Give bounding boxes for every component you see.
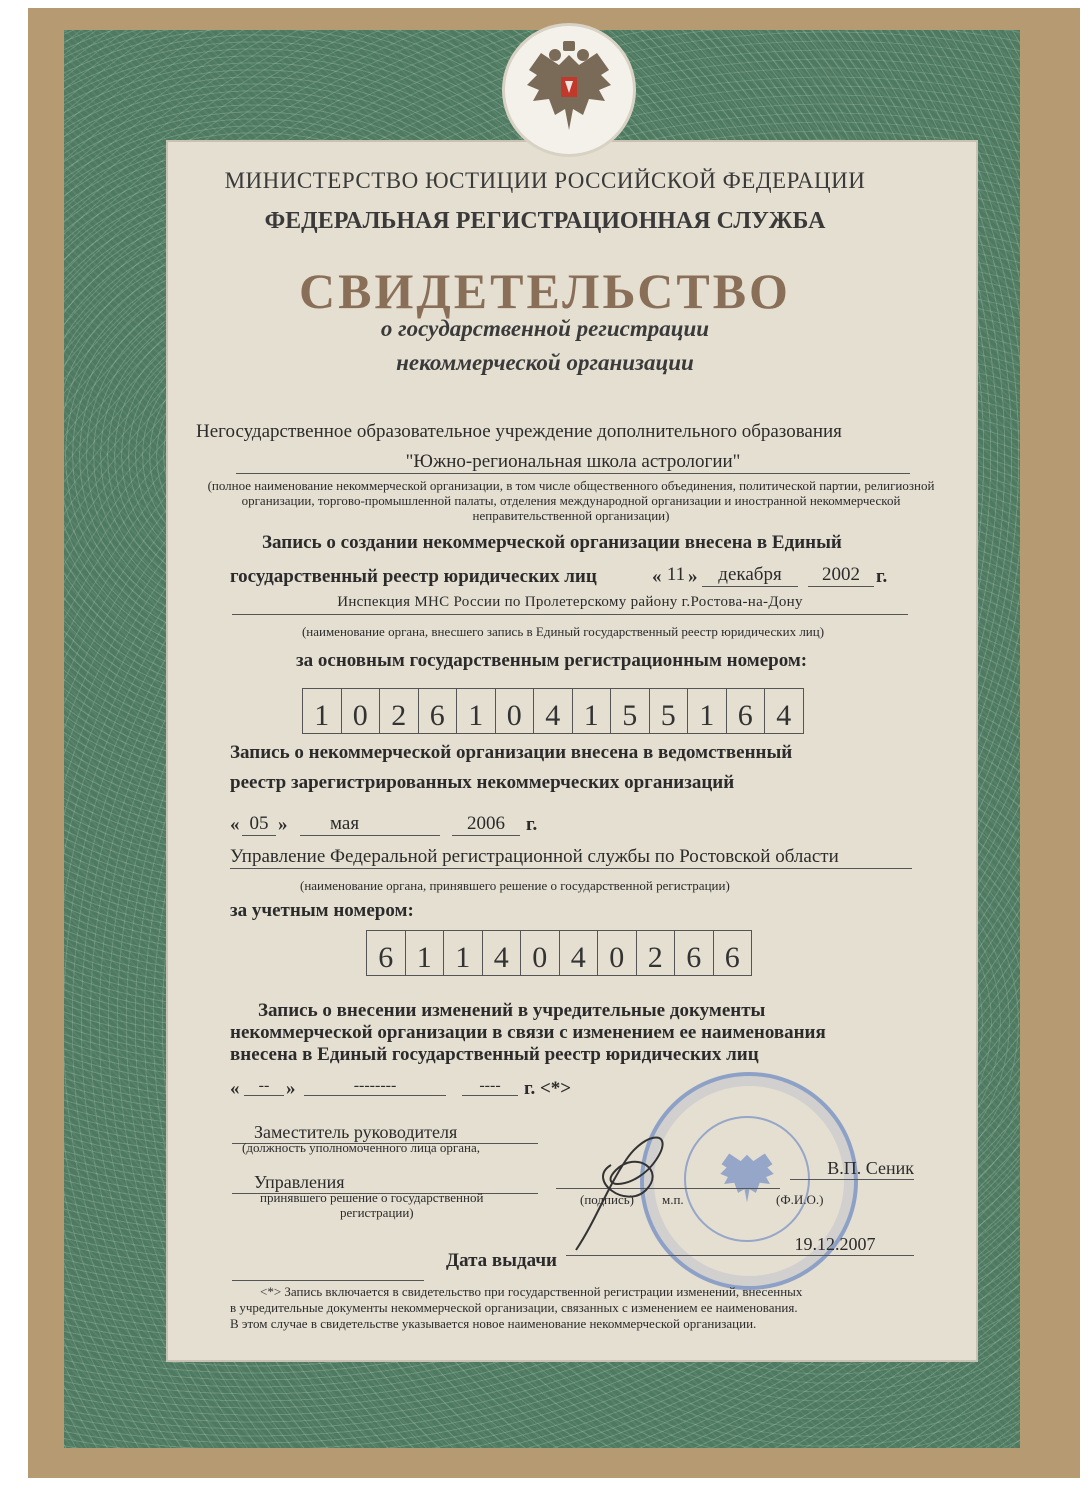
double-headed-eagle-icon	[519, 35, 619, 145]
registry-month: мая	[300, 813, 440, 836]
changes-record-text-line2: некоммерческой организации в связи с изменением ее наименования	[230, 1022, 826, 1043]
ogrn-number	[302, 688, 804, 734]
certificate-subtitle-line2: некоммерческой организации	[396, 350, 694, 375]
registry-quote-open: «	[230, 814, 240, 835]
footnote-line2: в учредительные документы некоммерческой организации, связанных с изменением ее наименования.	[230, 1300, 798, 1315]
registry-quote-close: »	[278, 814, 288, 835]
egrul-authority-note: (наименование органа, внесшего запись в Единый государственный реестр юридических лиц)	[301, 624, 825, 639]
organization-name-note: (полное наименование некоммерческой организации, в том числе общественного объединения, политической партии, религиозной организации, торгово-промышленной палаты, отделения международной организации и иностранной некоммерческой неправительственной организации)	[207, 478, 935, 523]
footnote-line3: В этом случае в свидетельстве указывается новое наименование некоммерческой организации.	[230, 1316, 757, 1331]
changes-quote-close: »	[286, 1078, 296, 1099]
changes-year-suffix: г. <*>	[524, 1078, 572, 1099]
egrul-year: 2002	[808, 564, 874, 587]
egrul-authority: Инспекция МНС России по Пролетерскому району г.Ростова-на-Дону	[232, 594, 908, 615]
account-digit: 0	[521, 930, 560, 976]
account-digit: 6	[714, 930, 753, 976]
signatory-name-note: (Ф.И.О.)	[776, 1192, 824, 1207]
ministry-heading: МИНИСТЕРСТВО ЮСТИЦИИ РОССИЙСКОЙ ФЕДЕРАЦИИ	[224, 168, 866, 193]
registry-year: 2006	[452, 813, 520, 836]
organization-name-line1: Негосударственное образовательное учреждение дополнительного образования	[196, 421, 842, 442]
account-digit: 0	[598, 930, 637, 976]
department-note-line1: принявшего решение о государственной	[260, 1190, 484, 1205]
signatory-department: Управления	[232, 1172, 538, 1194]
registry-year-suffix: г.	[526, 814, 538, 835]
egrul-record-text-line1: Запись о создании некоммерческой организации внесена в Единый	[262, 532, 842, 553]
seal-eagle-icon	[714, 1142, 780, 1212]
account-number-label: за учетным номером:	[230, 900, 414, 921]
ogrn-digit: 1	[688, 688, 727, 734]
egrul-quote-close: »	[688, 566, 698, 587]
egrul-month: декабря	[702, 564, 798, 587]
ogrn-label: за основным государственным регистрационным номером:	[296, 650, 808, 671]
changes-day: --	[244, 1077, 284, 1096]
ogrn-digit: 0	[342, 688, 381, 734]
registry-authority: Управление Федеральной регистрационной службы по Ростовской области	[230, 846, 912, 869]
registry-record-text-line2: реестр зарегистрированных некоммерческих организаций	[230, 772, 735, 793]
seal-place-note: м.п.	[662, 1192, 684, 1207]
ogrn-digit: 4	[534, 688, 573, 734]
ogrn-digit: 1	[302, 688, 342, 734]
ogrn-digit: 5	[650, 688, 689, 734]
account-digit: 6	[675, 930, 714, 976]
changes-record-text-line1: Запись о внесении изменений в учредительные документы	[258, 1000, 766, 1021]
changes-month: --------	[304, 1077, 446, 1096]
egrul-day: 11	[666, 564, 686, 585]
footnote-separator	[232, 1280, 424, 1281]
signatory-position: Заместитель руководителя	[232, 1122, 538, 1144]
account-number	[366, 930, 752, 976]
account-digit: 4	[483, 930, 522, 976]
ogrn-digit: 2	[380, 688, 419, 734]
issue-date-label: Дата выдачи	[446, 1250, 558, 1271]
organization-name-line2: "Южно-региональная школа астрологии"	[236, 451, 910, 474]
footnote-line1: <*> Запись включается в свидетельство при государственной регистрации изменений, внесенных	[260, 1284, 803, 1299]
coat-of-arms-emblem	[505, 26, 633, 154]
ogrn-digit: 6	[727, 688, 766, 734]
changes-quote-open: «	[230, 1078, 240, 1099]
ogrn-digit: 5	[611, 688, 650, 734]
signatory-position-note: (должность уполномоченного лица органа,	[242, 1140, 481, 1155]
changes-record-text-line3: внесена в Единый государственный реестр юридических лиц	[230, 1044, 759, 1065]
account-digit: 1	[444, 930, 483, 976]
certificate-subtitle-line1: о государственной регистрации	[380, 316, 710, 341]
registry-day: 05	[242, 813, 276, 836]
account-digit: 6	[366, 930, 406, 976]
ogrn-digit: 6	[419, 688, 458, 734]
signature-note: (подпись)	[580, 1192, 634, 1207]
ogrn-digit: 4	[765, 688, 804, 734]
registry-record-text-line1: Запись о некоммерческой организации внесена в ведомственный	[230, 742, 793, 763]
egrul-year-suffix: г.	[876, 566, 888, 587]
account-digit: 1	[406, 930, 445, 976]
department-note-line2: регистрации)	[340, 1205, 414, 1220]
ogrn-digit: 1	[573, 688, 612, 734]
signatory-name: В.П. Сеник	[790, 1158, 914, 1180]
changes-year: ----	[462, 1077, 518, 1096]
egrul-record-text-line2: государственный реестр юридических лиц	[230, 566, 597, 587]
ogrn-digit: 1	[457, 688, 496, 734]
registry-authority-note: (наименование органа, принявшего решение о государственной регистрации)	[300, 878, 730, 893]
account-digit: 4	[560, 930, 599, 976]
egrul-quote-open: «	[652, 566, 662, 587]
service-heading: ФЕДЕРАЛЬНАЯ РЕГИСТРАЦИОННАЯ СЛУЖБА	[264, 208, 826, 234]
account-digit: 2	[637, 930, 676, 976]
issue-date: 19.12.2007	[566, 1234, 914, 1256]
ogrn-digit: 0	[496, 688, 535, 734]
certificate-title: СВИДЕТЕЛЬСТВО	[299, 263, 791, 319]
